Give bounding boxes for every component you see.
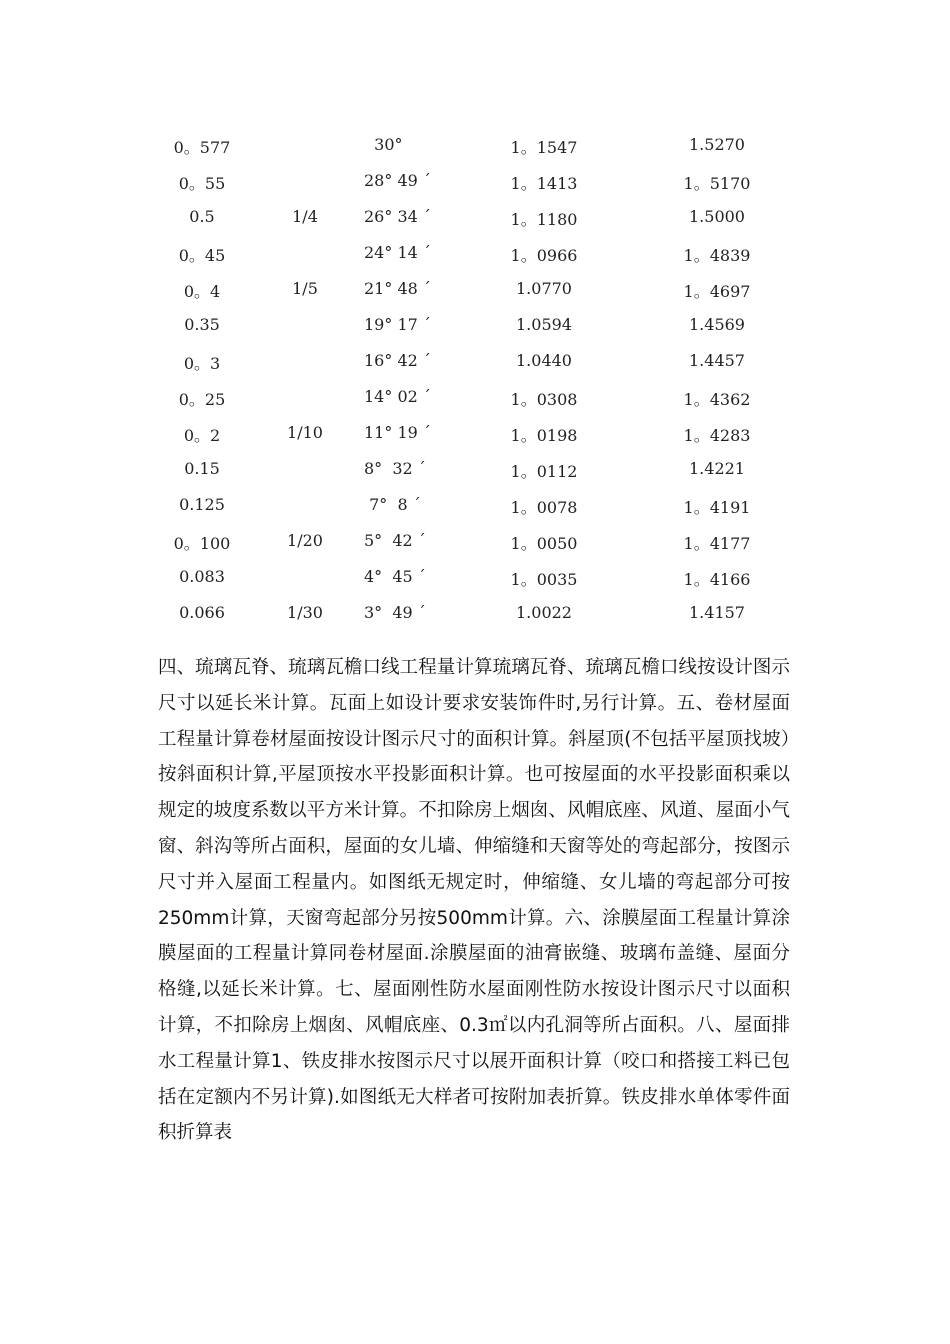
table-row — [160, 450, 800, 486]
table-cell-c1: 0。577 — [173, 138, 231, 157]
table-cell-c2: 1/20 — [287, 531, 323, 550]
table-row — [160, 558, 800, 594]
table-cell-c1: 0.5 — [189, 207, 215, 226]
table-cell-c5: 1。4283 — [683, 426, 751, 445]
table-cell-c3: 30° — [364, 135, 403, 154]
table-cell-c4: 1。0078 — [510, 498, 578, 517]
table-row — [160, 126, 800, 162]
table-cell-c4: 1。0050 — [510, 534, 578, 553]
table-cell-c5: 1.5000 — [689, 207, 745, 226]
table-cell-c4: 1。0198 — [510, 426, 578, 445]
table-cell-c4: 1。0035 — [510, 570, 578, 589]
table-row — [160, 306, 800, 342]
table-cell-c5: 1。4191 — [683, 498, 751, 517]
table-cell-c4: 1.0440 — [516, 351, 572, 370]
table-cell-c5: 1.4457 — [689, 351, 745, 370]
table-cell-c3: 5° 42 ´ — [364, 531, 426, 550]
table-cell-c4: 1。0308 — [510, 390, 578, 409]
table-cell-c4: 1.0770 — [516, 279, 572, 298]
table-cell-c4: 1.0594 — [516, 315, 572, 334]
table-cell-c1: 0。45 — [178, 246, 226, 265]
table-cell-c5: 1.5270 — [689, 135, 745, 154]
table-cell-c5: 1。5170 — [683, 174, 751, 193]
body-paragraph: 四、琉璃瓦脊、琉璃瓦檐口线工程量计算琉璃瓦脊、琉璃瓦檐口线按设计图示尺寸以延长米计算。瓦面上如设计要求安装饰件时,另行计算。五、卷材屋面工程量计算卷材屋面按设计图示尺寸的面积计算。斜屋顶(不包括平屋顶找坡）按斜面积计算,平屋顶按水平投影面积计算。也可按屋面的水平投影面积乘以规定的坡度系数以平方米计算。不扣除房上烟囱、风帽底座、风道、屋面小气窗、斜沟等所占面积，屋面的女儿墙、伸缩缝和天窗等处的弯起部分，按图示尺寸并入屋面工程量内。如图纸无规定时，伸缩缝、女儿墙的弯起部分可按250mm计算，天窗弯起部分另按500mm计算。六、涂膜屋面工程量计算涂膜屋面的工程量计算同卷材屋面.涂膜屋面的油膏嵌缝、玻璃布盖缝、屋面分格缝,以延长米计算。七、屋面刚性防水屋面刚性防水按设计图示尺寸以面积计算，不扣除房上烟囱、风帽底座、0.3㎡以内孔洞等所占面积。八、屋面排水工程量计算1、铁皮排水按图示尺寸以展开面积计算（咬口和搭接工料已包括在定额内不另计算).如图纸无大样者可按附加表折算。铁皮排水单体零件面积折算表 — [158, 657, 790, 1144]
table-cell-c1: 0.35 — [184, 315, 220, 334]
table-cell-c1: 0.083 — [179, 567, 225, 586]
table-row — [160, 198, 800, 234]
table-cell-c1: 0。3 — [183, 354, 221, 373]
table-cell-c3: 24° 14 ´ — [364, 243, 431, 262]
table-cell-c4: 1。0112 — [510, 462, 578, 481]
table-cell-c3: 4° 45 ´ — [364, 567, 426, 586]
table-cell-c1: 0.066 — [179, 603, 225, 622]
table-row — [160, 234, 800, 270]
table-cell-c2: 1/30 — [287, 603, 323, 622]
table-cell-c3: 26° 34 ´ — [364, 207, 431, 226]
table-cell-c4: 1。1413 — [510, 174, 578, 193]
table-row — [160, 342, 800, 378]
table-cell-c3: 16° 42 ´ — [364, 351, 431, 370]
table-cell-c3: 7° 8 ´ — [364, 495, 421, 514]
table-cell-c1: 0。100 — [173, 534, 231, 553]
table-cell-c2: 1/10 — [287, 423, 323, 442]
table-cell-c4: 1.0022 — [516, 603, 572, 622]
table-cell-c3: 28° 49 ´ — [364, 171, 431, 190]
table-cell-c1: 0。25 — [178, 390, 226, 409]
table-cell-c1: 0。4 — [183, 282, 221, 301]
table-row — [160, 378, 800, 414]
table-cell-c5: 1。4839 — [683, 246, 751, 265]
table-cell-c1: 0.15 — [184, 459, 220, 478]
table-row — [160, 270, 800, 306]
table-cell-c5: 1。4166 — [683, 570, 751, 589]
table-cell-c5: 1。4697 — [683, 282, 751, 301]
table-row — [160, 486, 800, 522]
table-cell-c1: 0。2 — [183, 426, 221, 445]
table-row — [160, 162, 800, 198]
table-cell-c5: 1.4569 — [689, 315, 745, 334]
table-cell-c3: 19° 17 ´ — [364, 315, 431, 334]
table-cell-c5: 1。4177 — [683, 534, 751, 553]
table-cell-c2: 1/5 — [292, 279, 318, 298]
table-cell-c4: 1。1180 — [510, 210, 578, 229]
table-cell-c3: 14° 02 ´ — [364, 387, 431, 406]
table-cell-c4: 1。1547 — [510, 138, 578, 157]
table-row — [160, 522, 800, 558]
table-row — [160, 414, 800, 450]
table-cell-c3: 11° 19 ´ — [364, 423, 431, 442]
table-cell-c5: 1.4221 — [689, 459, 745, 478]
table-cell-c3: 3° 49 ´ — [364, 603, 426, 622]
table-cell-c5: 1.4157 — [689, 603, 745, 622]
table-cell-c4: 1。0966 — [510, 246, 578, 265]
table-cell-c3: 21° 48 ´ — [364, 279, 431, 298]
table-cell-c1: 0。55 — [178, 174, 226, 193]
table-cell-c2: 1/4 — [292, 207, 318, 226]
slope-coefficient-table — [160, 126, 800, 630]
table-cell-c1: 0.125 — [179, 495, 225, 514]
table-cell-c5: 1。4362 — [683, 390, 751, 409]
table-cell-c3: 8° 32 ´ — [364, 459, 426, 478]
table-row — [160, 594, 800, 630]
